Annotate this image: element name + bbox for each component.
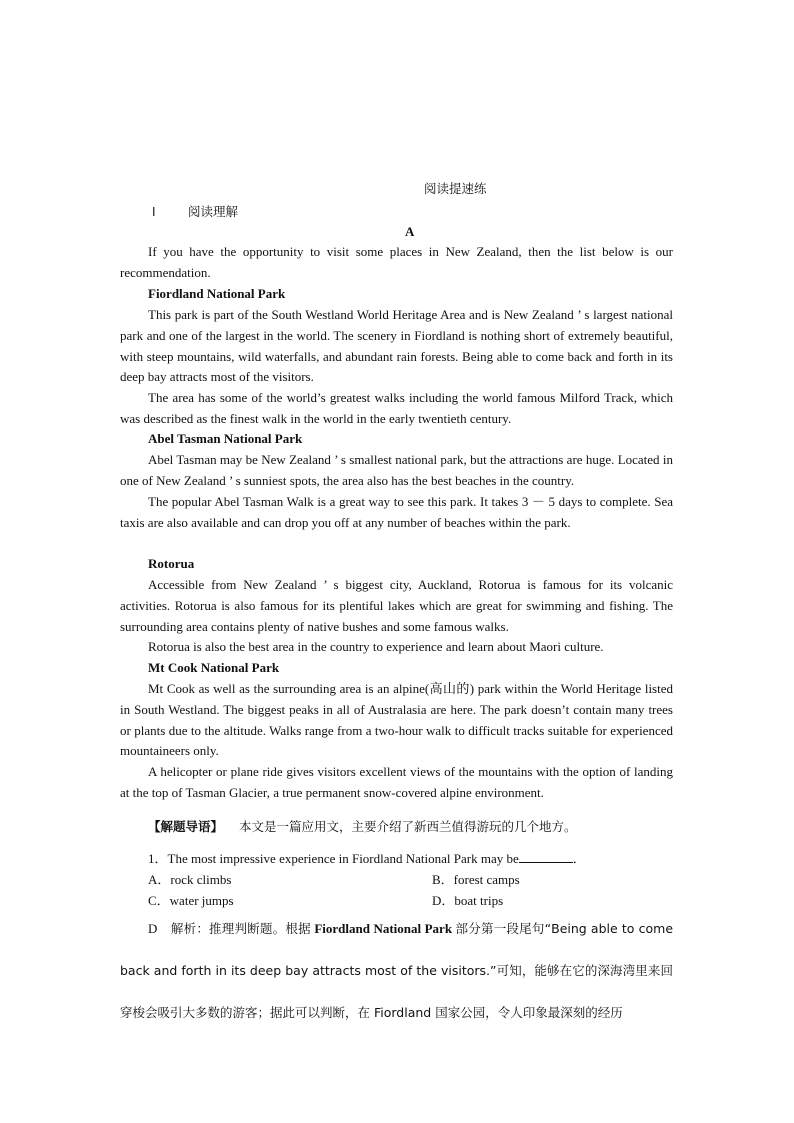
guide-text: 本文是一篇应用文，主要介绍了新西兰值得游玩的几个地方。 (238, 819, 577, 834)
heading-mt-cook: Mt Cook National Park (148, 660, 280, 675)
option-b: B．forest camps (432, 872, 520, 887)
analysis-reference: Fiordland National Park (314, 921, 453, 936)
guide-tag: 【解题导语】 (148, 819, 224, 834)
option-c: C．water jumps (148, 893, 234, 908)
paragraph-rotorua-2: Rotorua is also the best area in the country to experience and learn about Maori culture. (148, 639, 604, 654)
passage-letter: A (405, 224, 415, 239)
paragraph-abel-tasman-2: The popular Abel Tasman Walk is a great way to see this park. It takes 3 － 5 days to complete. Sea taxis are also available and can drop you off at any number of beaches within the park. (120, 494, 673, 530)
intro-paragraph: If you have the opportunity to visit some places in New Zealand, then the list below is our recommendation. (120, 244, 673, 280)
section-title: 阅读理解 (188, 204, 239, 219)
option-a: A．rock climbs (148, 872, 232, 887)
paragraph-rotorua-1: Accessible from New Zealand ’ s biggest city, Auckland, Rotorua is famous for its volcanic activities. Rotorua is also famous for its plentiful lakes which are great for swimming and fishing. The surrounding area contains plenty of native bushes and some famous walks. (120, 577, 673, 634)
reading-guide (148, 817, 577, 835)
analysis-label: 解析：推理判断题。根据 (170, 921, 311, 936)
answer-blank (519, 850, 573, 863)
question-1-stem: 1．The most impressive experience in Fiordland National Park may be (148, 851, 519, 866)
heading-rotorua: Rotorua (148, 556, 195, 571)
heading-abel-tasman: Abel Tasman National Park (148, 431, 303, 446)
paragraph-fiordland-2: The area has some of the world’s greatest walks including the world famous Milford Track, which was described as the finest walk in the world in the early twentieth century. (120, 390, 673, 426)
question-1-end: ． (572, 851, 586, 866)
analysis-paragraph (120, 908, 673, 1034)
question-1 (148, 848, 586, 867)
analysis-answer: D (148, 921, 158, 936)
heading-fiordland: Fiordland National Park (148, 286, 286, 301)
analysis-body: 部分第一段尾句“Being able to come back and forth in its deep bay attracts most of the visitors.”可知，能够在它的深海湾里来回穿梭会吸引大多数的游客；据此可以判断，在 Fiordland 国家公园，令人印象最深刻的经历 (120, 921, 674, 1020)
paragraph-mt-cook-2: A helicopter or plane ride gives visitors excellent views of the mountains with the option of landing at the top of Tasman Glacier, a true permanent snow-covered alpine environment. (120, 764, 673, 800)
section-number: Ⅰ (152, 205, 156, 219)
paragraph-fiordland-1: This park is part of the South Westland World Heritage Area and is New Zealand ’ s largest national park and one of the largest in the world. The scenery in Fiordland is nothing short of extremely beautiful, with steep mountains, wild waterfalls, and abundant rain forests. Being able to come back and forth in its deep bay attracts most of the visitors. (120, 307, 673, 385)
paragraph-mt-cook-1: Mt Cook as well as the surrounding area is an alpine(高山的) park within the World Heritage listed in South Westland. The biggest peaks in all of Australasia are here. The park doesn’t contain many trees or plants due to the altitude. Walks range from a two-hour walk to difficult tracks suitable for experienced mountaineers only. (120, 681, 673, 759)
option-d: D．boat trips (432, 893, 504, 908)
page-title: 阅读提速练 (424, 181, 487, 196)
paragraph-abel-tasman-1: Abel Tasman may be New Zealand ’ s smallest national park, but the attractions are huge. Located in one of New Zealand ’ s sunniest spots, the area also has the best beaches in the country. (120, 452, 673, 488)
